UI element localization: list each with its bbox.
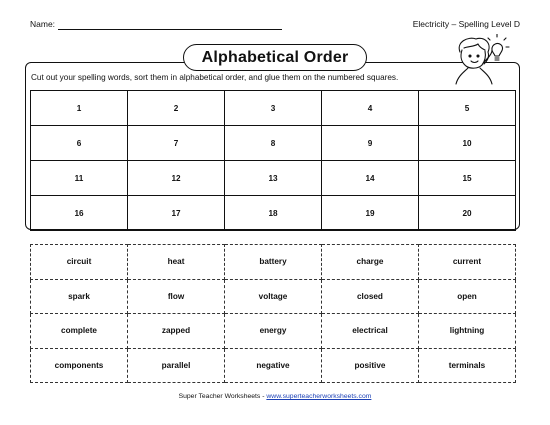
number-square: 10 [419,126,516,161]
page-title: Alphabetical Order [183,44,367,71]
word-card[interactable]: components [31,348,128,383]
number-square: 5 [419,91,516,126]
number-square: 12 [128,161,225,196]
page-header [30,19,520,33]
word-card[interactable]: negative [225,348,322,383]
name-line[interactable] [58,29,282,30]
word-card-row [31,348,516,383]
number-square: 1 [31,91,128,126]
word-card[interactable]: open [418,279,515,314]
word-card[interactable]: current [418,245,515,280]
footer [0,393,550,400]
number-square: 8 [225,126,322,161]
name-label: Name: [30,19,56,29]
number-square: 7 [128,126,225,161]
word-card[interactable]: charge [321,245,418,280]
word-card[interactable]: spark [31,279,128,314]
word-card[interactable]: flow [128,279,225,314]
word-card[interactable]: voltage [225,279,322,314]
number-square: 3 [225,91,322,126]
word-card[interactable]: heat [128,245,225,280]
number-square-row [31,161,516,196]
level-label: Electricity – Spelling Level D [412,19,520,29]
number-square: 19 [322,196,419,231]
word-card[interactable]: parallel [128,348,225,383]
word-card[interactable]: closed [321,279,418,314]
number-square: 16 [31,196,128,231]
number-square: 6 [31,126,128,161]
number-square: 20 [419,196,516,231]
instructions: Cut out your spelling words, sort them in alphabetical order, and glue them on the numbered squares. [31,73,399,82]
word-cards [30,244,516,383]
number-square: 9 [322,126,419,161]
number-square: 11 [31,161,128,196]
word-card[interactable]: electrical [321,314,418,349]
word-card[interactable]: positive [321,348,418,383]
word-card[interactable]: circuit [31,245,128,280]
number-square: 13 [225,161,322,196]
girl-with-lightbulb-icon [448,34,510,86]
word-card-row [31,314,516,349]
footer-credit: Super Teacher Worksheets - [178,393,267,400]
word-card-row [31,245,516,280]
number-square: 2 [128,91,225,126]
number-square: 14 [322,161,419,196]
word-card[interactable]: terminals [418,348,515,383]
word-card[interactable]: battery [225,245,322,280]
footer-link[interactable]: www.superteacherworksheets.com [266,393,372,400]
word-card[interactable]: zapped [128,314,225,349]
number-square-row [31,196,516,231]
numbered-grid [30,90,516,231]
word-card[interactable]: energy [225,314,322,349]
number-square: 4 [322,91,419,126]
word-card-row [31,279,516,314]
word-card[interactable]: lightning [418,314,515,349]
word-card[interactable]: complete [31,314,128,349]
number-square: 17 [128,196,225,231]
number-square-row [31,91,516,126]
number-square: 18 [225,196,322,231]
number-square: 15 [419,161,516,196]
number-square-row [31,126,516,161]
